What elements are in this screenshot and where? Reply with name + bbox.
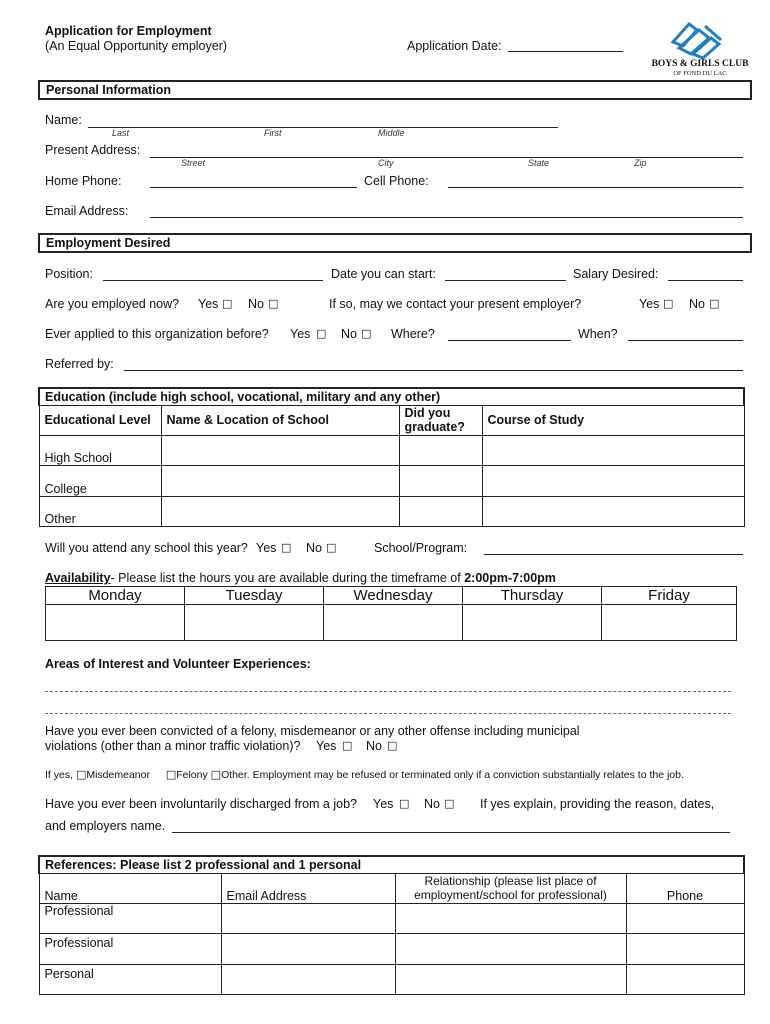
discharge-question: Have you ever been involuntarily discharged from a job? xyxy=(45,797,357,811)
day-tuesday: Tuesday xyxy=(185,587,324,605)
cell-phone-field[interactable] xyxy=(448,187,743,188)
contact-yes-label: Yes xyxy=(639,297,660,311)
employed-yes-checkbox[interactable]: □ xyxy=(222,297,233,310)
email-field[interactable] xyxy=(150,217,743,218)
day-wednesday: Wednesday xyxy=(324,587,463,605)
interests-line-1[interactable] xyxy=(45,691,731,692)
thursday-hours-cell[interactable] xyxy=(463,605,602,641)
other-checkbox[interactable]: □ xyxy=(210,768,222,781)
course-cell[interactable] xyxy=(482,465,744,496)
availability-line xyxy=(45,571,556,585)
applied-yes-checkbox[interactable]: □ xyxy=(316,327,327,340)
cell-phone-label: Cell Phone: xyxy=(364,174,429,188)
graduate-cell[interactable] xyxy=(399,465,482,496)
salary-label: Salary Desired: xyxy=(573,267,659,281)
attend-no-checkbox[interactable]: □ xyxy=(326,541,337,554)
monday-hours-cell[interactable] xyxy=(46,605,185,641)
start-date-field[interactable] xyxy=(445,280,566,281)
section-education: Education (include high school, vocational, military and any other) xyxy=(39,388,744,405)
contact-question: If so, may we contact your present employer? xyxy=(329,297,582,311)
col-reference-relationship: Relationship (please list place of employment/school for professional) xyxy=(395,873,626,903)
referred-field[interactable] xyxy=(124,370,743,371)
referred-label: Referred by: xyxy=(45,357,114,371)
col-school-name: Name & Location of School xyxy=(161,405,399,435)
col-course-of-study: Course of Study xyxy=(482,405,744,435)
course-cell[interactable] xyxy=(482,496,744,526)
position-field[interactable] xyxy=(103,280,323,281)
school-cell[interactable] xyxy=(161,496,399,526)
employed-no-checkbox[interactable]: □ xyxy=(268,297,279,310)
salary-field[interactable] xyxy=(668,280,743,281)
attend-yes-checkbox[interactable]: □ xyxy=(281,541,292,554)
logo-subtext: OF FOND DU LAC xyxy=(673,70,727,77)
where-field[interactable] xyxy=(448,340,571,341)
reference-relationship-cell[interactable] xyxy=(395,903,626,933)
conviction-question-2: violations (other than a minor traffic violation)? xyxy=(45,739,301,753)
reference-phone-cell[interactable] xyxy=(626,964,744,994)
availability-table xyxy=(45,586,737,641)
discharge-yes-label: Yes xyxy=(373,797,394,811)
reference-relationship-cell[interactable] xyxy=(395,933,626,964)
misdemeanor-label: Misdemeanor xyxy=(86,769,150,781)
name-field[interactable] xyxy=(88,127,558,128)
wednesday-hours-cell[interactable] xyxy=(324,605,463,641)
home-phone-field[interactable] xyxy=(150,187,357,188)
day-friday: Friday xyxy=(602,587,737,605)
interests-line-2[interactable] xyxy=(45,713,731,714)
felony-checkbox[interactable]: □ xyxy=(165,768,177,781)
col-educational-level: Educational Level xyxy=(39,405,161,435)
reference-email-cell[interactable] xyxy=(221,964,395,994)
contact-yes-checkbox[interactable]: □ xyxy=(663,297,674,310)
graduate-cell[interactable] xyxy=(399,435,482,465)
employers-name-label: and employers name. xyxy=(45,819,166,833)
conviction-yes-label: Yes xyxy=(316,739,337,753)
reference-row-label: Professional xyxy=(39,903,221,933)
school-program-label: School/Program: xyxy=(374,541,468,555)
day-thursday: Thursday xyxy=(463,587,602,605)
col-reference-email: Email Address xyxy=(221,873,395,903)
conviction-type-line xyxy=(45,768,684,781)
if-yes-label: If yes, xyxy=(45,769,74,781)
row-label: Other xyxy=(39,496,161,526)
attend-school-question: Will you attend any school this year? xyxy=(45,541,248,555)
conviction-yes-checkbox[interactable]: □ xyxy=(342,739,353,752)
attend-no-label: No xyxy=(306,541,322,555)
conviction-question-1: Have you ever been convicted of a felony, misdemeanor or any other offense including municipal xyxy=(45,724,580,738)
sub-city: City xyxy=(378,158,394,168)
sub-middle: Middle xyxy=(378,128,405,138)
employed-no-label: No xyxy=(248,297,264,311)
school-cell[interactable] xyxy=(161,435,399,465)
contact-no-label: No xyxy=(689,297,705,311)
interests-label: Areas of Interest and Volunteer Experiences: xyxy=(45,657,311,671)
sub-street: Street xyxy=(181,158,206,168)
employed-yes-label: Yes xyxy=(198,297,219,311)
col-graduate: Did you graduate? xyxy=(399,405,482,435)
form-title: Application for Employment xyxy=(45,24,212,38)
email-label: Email Address: xyxy=(45,204,129,218)
section-employment-desired: Employment Desired xyxy=(38,233,752,253)
education-table xyxy=(38,387,745,527)
friday-hours-cell[interactable] xyxy=(602,605,737,641)
reference-email-cell[interactable] xyxy=(221,933,395,964)
course-cell[interactable] xyxy=(482,435,744,465)
logo-text: BOYS & GIRLS CLUB xyxy=(651,59,749,69)
sub-zip: Zip xyxy=(634,158,647,168)
applied-yes-label: Yes xyxy=(290,327,311,341)
conviction-note: Employment may be refused or terminated only if a conviction substantially relates to the job. xyxy=(252,769,684,781)
sub-state: State xyxy=(528,158,550,168)
discharge-explain-label: If yes explain, providing the reason, dates, xyxy=(480,797,715,811)
reference-row-label: Personal xyxy=(39,964,221,994)
employed-question: Are you employed now? xyxy=(45,297,180,311)
address-field[interactable] xyxy=(150,157,743,158)
reference-phone-cell[interactable] xyxy=(626,933,744,964)
reference-phone-cell[interactable] xyxy=(626,903,744,933)
sub-last: Last xyxy=(112,128,130,138)
contact-no-checkbox[interactable]: □ xyxy=(709,297,720,310)
graduate-cell[interactable] xyxy=(399,496,482,526)
attend-yes-label: Yes xyxy=(256,541,277,555)
reference-email-cell[interactable] xyxy=(221,903,395,933)
other-label: Other. xyxy=(221,769,250,781)
when-field[interactable] xyxy=(628,340,743,341)
row-label: High School xyxy=(39,435,161,465)
availability-text: - Please list the hours you are available during the timeframe of xyxy=(110,571,465,585)
name-label: Name: xyxy=(45,113,82,127)
sub-first: First xyxy=(264,128,282,138)
misdemeanor-checkbox[interactable]: □ xyxy=(75,768,87,781)
section-personal-information: Personal Information xyxy=(38,80,752,100)
application-date-label: Application Date: xyxy=(407,39,502,53)
when-label: When? xyxy=(578,327,618,341)
tuesday-hours-cell[interactable] xyxy=(185,605,324,641)
position-label: Position: xyxy=(45,267,93,281)
home-phone-label: Home Phone: xyxy=(45,174,122,188)
conviction-no-label: No xyxy=(366,739,382,753)
discharge-explanation-field[interactable] xyxy=(172,832,730,833)
applied-question: Ever applied to this organization before? xyxy=(45,327,269,341)
availability-label: Availability xyxy=(45,571,111,585)
where-label: Where? xyxy=(391,327,435,341)
application-date-field[interactable] xyxy=(508,51,623,52)
school-program-field[interactable] xyxy=(484,554,743,555)
applied-no-checkbox[interactable]: □ xyxy=(361,327,372,340)
col-reference-phone: Phone xyxy=(626,873,744,903)
row-label: College xyxy=(39,465,161,496)
applied-no-label: No xyxy=(341,327,357,341)
day-monday: Monday xyxy=(46,587,185,605)
reference-row-label: Professional xyxy=(39,933,221,964)
section-references: References: Please list 2 professional and 1 personal xyxy=(39,856,744,873)
start-date-label: Date you can start: xyxy=(331,267,436,281)
felony-label: Felony xyxy=(176,769,208,781)
reference-relationship-cell[interactable] xyxy=(395,964,626,994)
logo-hands-icon xyxy=(645,18,755,60)
references-table xyxy=(38,855,745,995)
col-reference-name: Name xyxy=(39,873,221,903)
discharge-no-label: No xyxy=(424,797,440,811)
form-subtitle: (An Equal Opportunity employer) xyxy=(45,39,228,53)
address-label: Present Address: xyxy=(45,143,141,157)
school-cell[interactable] xyxy=(161,465,399,496)
boys-girls-club-logo xyxy=(645,18,755,80)
conviction-no-checkbox[interactable]: □ xyxy=(387,739,398,752)
availability-hours: 2:00pm-7:00pm xyxy=(464,571,556,585)
discharge-yes-checkbox[interactable]: □ xyxy=(399,797,410,810)
discharge-no-checkbox[interactable]: □ xyxy=(444,797,455,810)
